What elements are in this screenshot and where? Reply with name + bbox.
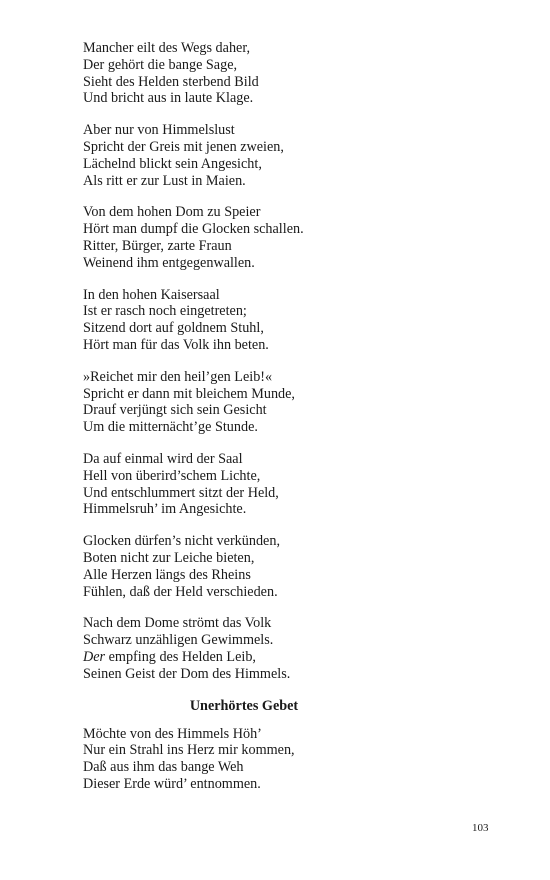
stanza bbox=[83, 726, 503, 793]
poem-line: Spricht er dann mit bleichem Munde, bbox=[83, 385, 295, 402]
poem-line bbox=[83, 649, 503, 666]
poem-line: Weinend ihm entgegenwallen. bbox=[83, 254, 255, 271]
poem-line: Aber nur von Himmelslust bbox=[83, 122, 235, 139]
poem-line: Um die mitternächt’ge Stunde. bbox=[83, 419, 258, 436]
italic-word: Der bbox=[83, 648, 106, 665]
stanza bbox=[83, 122, 503, 189]
poem-title: Unerhörtes Gebet bbox=[189, 697, 299, 714]
stanza bbox=[83, 615, 503, 682]
poem-line: Hört man für das Volk ihn beten. bbox=[83, 336, 269, 353]
poem-line: Nach dem Dome strömt das Volk bbox=[83, 615, 272, 632]
stanza bbox=[83, 369, 503, 436]
poem-line: Boten nicht zur Leiche bieten, bbox=[83, 549, 255, 566]
poem-line: In den hohen Kaisersaal bbox=[83, 286, 220, 303]
poem-line: Ist er rasch noch eingetreten; bbox=[83, 303, 247, 320]
poem-line: »Reichet mir den heil’gen Leib!« bbox=[83, 368, 273, 385]
poem-stanzas bbox=[83, 40, 503, 683]
poem-line: Sitzend dort auf goldnem Stuhl, bbox=[83, 320, 264, 337]
poem-line: Alle Herzen längs des Rheins bbox=[83, 566, 251, 583]
poem-line: Der gehört die bange Sage, bbox=[83, 56, 238, 73]
poem-line: Ritter, Bürger, zarte Fraun bbox=[83, 237, 232, 254]
poem-line: Da auf einmal wird der Saal bbox=[83, 450, 243, 467]
poem-line: Glocken dürfen’s nicht verkünden, bbox=[83, 533, 280, 550]
poem-line: Hört man dumpf die Glocken schallen. bbox=[83, 221, 304, 238]
poem-line: Daß aus ihm das bange Weh bbox=[83, 759, 244, 776]
poem-line: Sieht des Helden sterbend Bild bbox=[83, 73, 259, 90]
poem-line: Schwarz unzähligen Gewimmels. bbox=[83, 632, 274, 649]
poem-line: Von dem hohen Dom zu Speier bbox=[83, 204, 261, 221]
page-number: 103 bbox=[472, 822, 489, 834]
poem-line: Himmelsruh’ im Angesichte. bbox=[83, 501, 247, 518]
poem-line: Dieser Erde würd’ entnommen. bbox=[83, 775, 261, 792]
poem-line: Mancher eilt des Wegs daher, bbox=[83, 40, 251, 56]
poem-line: Und bricht aus in laute Klage. bbox=[83, 90, 254, 107]
stanza bbox=[83, 287, 503, 354]
stanza bbox=[83, 40, 503, 107]
poem-line: Und entschlummert sitzt der Held, bbox=[83, 484, 279, 501]
stanza bbox=[83, 533, 503, 600]
poem-line: Nur ein Strahl ins Herz mir kommen, bbox=[83, 742, 295, 759]
stanza bbox=[83, 451, 503, 518]
poem-line: Möchte von des Himmels Höh’ bbox=[83, 725, 262, 742]
poem-line: Spricht der Greis mit jenen zweien, bbox=[83, 138, 284, 155]
poem-line: Lächelnd blickt sein Angesicht, bbox=[83, 155, 262, 172]
poem-line: Hell von überird’schem Lichte, bbox=[83, 467, 261, 484]
poem-line: Seinen Geist der Dom des Himmels. bbox=[83, 665, 291, 682]
poem-line: Fühlen, daß der Held verschieden. bbox=[83, 583, 278, 600]
page-text bbox=[83, 40, 503, 808]
stanza bbox=[83, 204, 503, 271]
poem-line: Drauf verjüngt sich sein Gesicht bbox=[83, 402, 267, 419]
line-rest: empfing des Helden Leib, bbox=[105, 648, 256, 665]
poem-line: Als ritt er zur Lust in Maien. bbox=[83, 172, 246, 189]
